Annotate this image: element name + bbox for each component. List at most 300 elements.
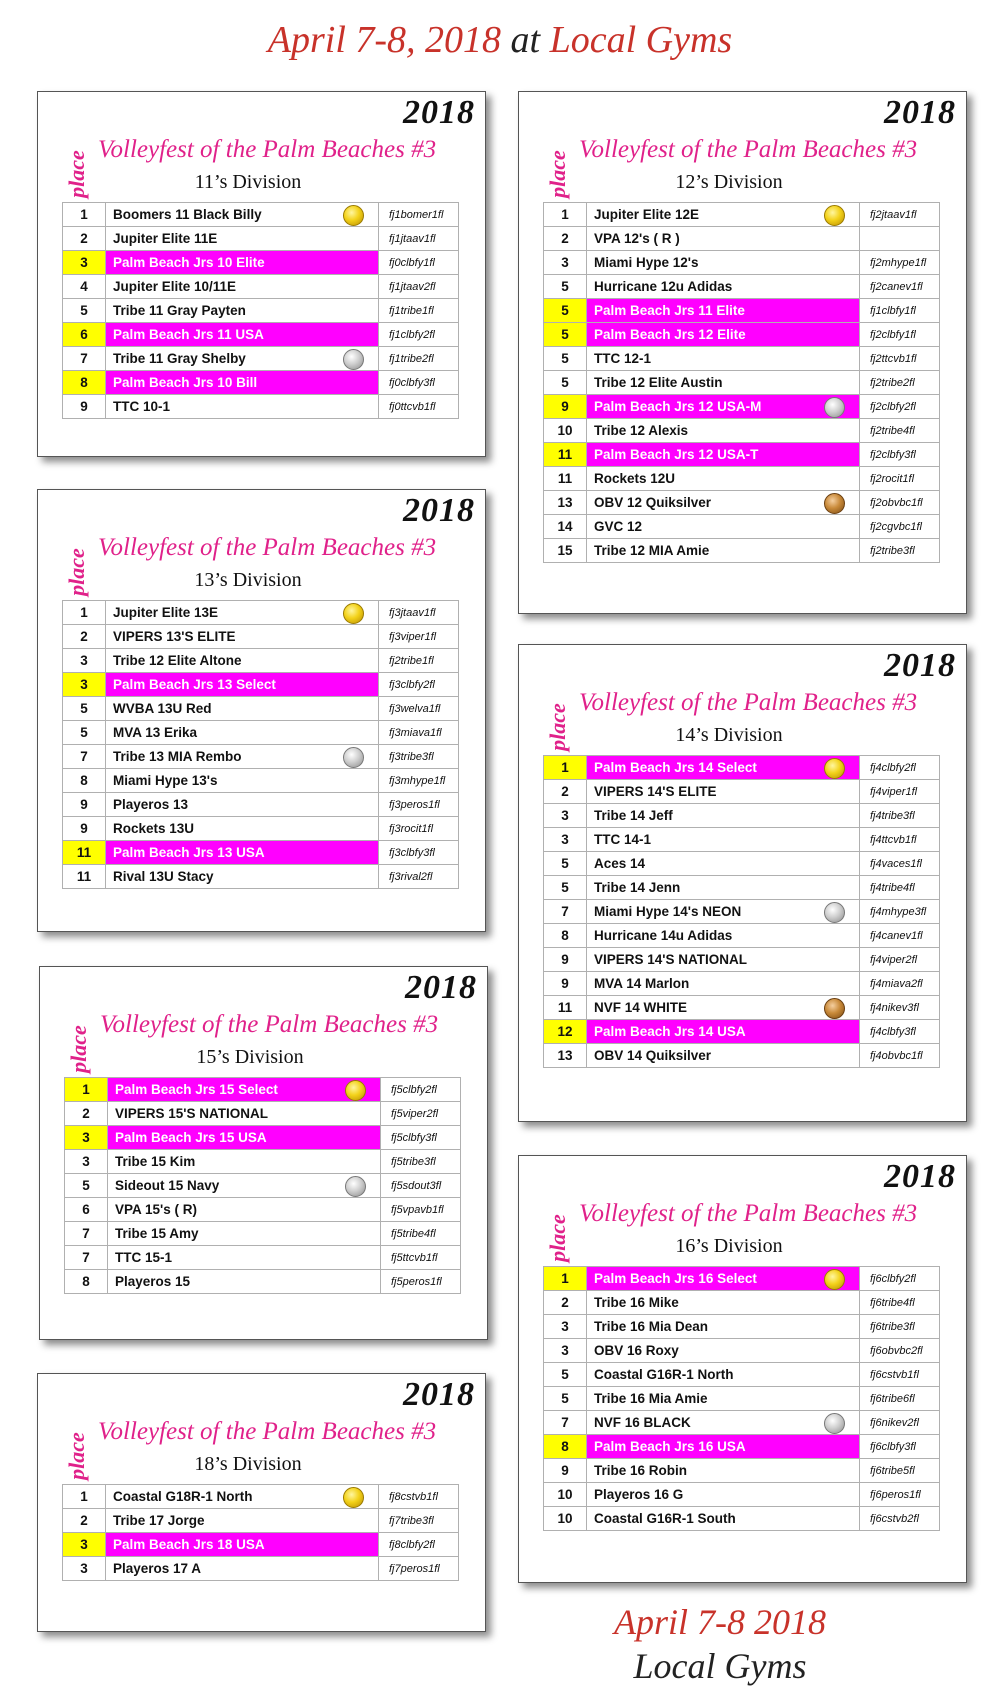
division-title: 16’s Division [675, 1235, 783, 1257]
table-row [544, 299, 940, 323]
team-name: NVF 16 BLACK [594, 1415, 691, 1430]
code-cell: fj4miava2fl [860, 972, 940, 996]
silver-medal-icon [345, 1176, 366, 1197]
code-cell: fj4clbfy2fl [860, 756, 940, 780]
team-name: VIPERS 14'S NATIONAL [594, 952, 747, 967]
place-cell: 2 [63, 227, 106, 251]
team-name: Tribe 11 Gray Shelby [113, 351, 246, 366]
team-name: GVC 12 [594, 519, 643, 534]
silver-medal-icon [824, 902, 845, 923]
code-cell: fj5sdout3fl [381, 1174, 461, 1198]
team-name: Palm Beach Jrs 14 Select [594, 760, 757, 775]
code-cell: fj1jtaav2fl [379, 275, 459, 299]
team-cell [587, 1291, 860, 1315]
silver-medal-icon [824, 397, 845, 418]
team-name: Coastal G16R-1 North [594, 1367, 734, 1382]
place-label: place [64, 1432, 89, 1480]
team-cell [106, 865, 379, 889]
team-cell [587, 347, 860, 371]
code-cell: fj2jtaav1fl [860, 203, 940, 227]
place-cell: 3 [63, 673, 106, 697]
team-cell [587, 900, 860, 924]
team-cell [587, 395, 860, 419]
team-cell [587, 323, 860, 347]
code-cell: fj8cstvb1fl [379, 1485, 459, 1509]
team-cell [587, 876, 860, 900]
table-row [544, 203, 940, 227]
results-table [543, 202, 940, 563]
table-row [544, 251, 940, 275]
place-cell: 9 [63, 817, 106, 841]
results-table [62, 202, 459, 419]
place-cell: 3 [544, 804, 587, 828]
code-cell: fj2tribe2fl [860, 371, 940, 395]
team-cell [106, 649, 379, 673]
year-label: 2018 [884, 1158, 956, 1195]
team-name: Tribe 16 Mia Amie [594, 1391, 708, 1406]
place-cell: 7 [65, 1222, 108, 1246]
code-cell [860, 227, 940, 251]
code-cell: fj3clbfy2fl [379, 673, 459, 697]
team-name: Tribe 12 MIA Amie [594, 543, 710, 558]
team-name: Aces 14 [594, 856, 646, 871]
table-row [63, 251, 459, 275]
place-cell: 3 [63, 649, 106, 673]
team-cell [106, 323, 379, 347]
results-table [543, 1266, 940, 1531]
division-title: 15’s Division [196, 1046, 304, 1068]
place-cell: 4 [63, 275, 106, 299]
table-row [544, 876, 940, 900]
table-row [544, 347, 940, 371]
code-cell: fj2ttcvb1fl [860, 347, 940, 371]
place-label: place [64, 548, 89, 596]
table-row [544, 900, 940, 924]
table-row [63, 203, 459, 227]
team-cell [106, 1557, 379, 1581]
table-row [63, 841, 459, 865]
place-cell: 5 [63, 697, 106, 721]
team-cell [587, 251, 860, 275]
table-row [63, 601, 459, 625]
team-name: Palm Beach Jrs 13 USA [113, 845, 265, 860]
table-row [544, 780, 940, 804]
team-cell [108, 1222, 381, 1246]
team-name: VIPERS 14'S ELITE [594, 784, 717, 799]
code-cell: fj7peros1fl [379, 1557, 459, 1581]
footer-venue: Local Gyms [633, 1646, 807, 1686]
place-cell: 3 [65, 1150, 108, 1174]
place-cell: 1 [63, 1485, 106, 1509]
team-name: Tribe 12 Alexis [594, 423, 689, 438]
team-cell [587, 419, 860, 443]
team-cell [106, 1485, 379, 1509]
results-card-12s [518, 91, 967, 614]
place-cell: 6 [65, 1198, 108, 1222]
table-row [63, 299, 459, 323]
place-cell: 2 [63, 1509, 106, 1533]
team-name: Jupiter Elite 13E [113, 605, 219, 620]
place-cell: 2 [544, 780, 587, 804]
team-name: VPA 12's ( R ) [594, 231, 680, 246]
team-name: Coastal G16R-1 South [594, 1511, 736, 1526]
team-name: TTC 15-1 [115, 1250, 173, 1265]
code-cell: fj4ttcvb1fl [860, 828, 940, 852]
place-cell: 3 [544, 1315, 587, 1339]
code-cell: fj4mhype3fl [860, 900, 940, 924]
code-cell: fj2canev1fl [860, 275, 940, 299]
place-cell: 9 [544, 972, 587, 996]
team-cell [106, 769, 379, 793]
team-name: Jupiter Elite 10/11E [113, 279, 237, 294]
table-row [63, 275, 459, 299]
team-cell [587, 1020, 860, 1044]
place-cell: 9 [63, 395, 106, 419]
table-row [544, 756, 940, 780]
code-cell: fj8clbfy2fl [379, 1533, 459, 1557]
team-cell [587, 1339, 860, 1363]
year-label: 2018 [405, 969, 477, 1006]
team-name: TTC 10-1 [113, 399, 171, 414]
code-cell: fj6tribe3fl [860, 1315, 940, 1339]
team-name: OBV 12 Quiksilver [594, 495, 712, 510]
team-name: Miami Hype 13's [113, 773, 218, 788]
table-row [544, 323, 940, 347]
team-name: Tribe 15 Amy [115, 1226, 199, 1241]
team-cell [106, 673, 379, 697]
place-cell: 13 [544, 491, 587, 515]
code-cell: fj2obvbc1fl [860, 491, 940, 515]
team-name: WVBA 13U Red [113, 701, 212, 716]
code-cell: fj6obvbc2fl [860, 1339, 940, 1363]
place-cell: 1 [544, 756, 587, 780]
team-cell [108, 1078, 381, 1102]
table-row [65, 1078, 461, 1102]
team-cell [106, 203, 379, 227]
code-cell: fj4clbfy3fl [860, 1020, 940, 1044]
table-row [544, 539, 940, 563]
team-cell [587, 1363, 860, 1387]
header-dates: April 7-8, 2018 [267, 19, 502, 61]
code-cell: fj4vaces1fl [860, 852, 940, 876]
team-cell [108, 1246, 381, 1270]
division-title: 11’s Division [194, 171, 302, 193]
team-name: Palm Beach Jrs 18 USA [113, 1537, 265, 1552]
code-cell: fj5clbfy3fl [381, 1126, 461, 1150]
gold-medal-icon [824, 1269, 845, 1290]
code-cell: fj6tribe6fl [860, 1387, 940, 1411]
team-name: Palm Beach Jrs 16 USA [594, 1439, 746, 1454]
code-cell: fj0clbfy1fl [379, 251, 459, 275]
code-cell: fj3rocit1fl [379, 817, 459, 841]
code-cell: fj4obvbc1fl [860, 1044, 940, 1068]
table-row [544, 1044, 940, 1068]
team-cell [587, 539, 860, 563]
code-cell: fj3welva1fl [379, 697, 459, 721]
table-row [63, 1533, 459, 1557]
team-name: MVA 13 Erika [113, 725, 198, 740]
table-row [63, 227, 459, 251]
place-cell: 11 [544, 467, 587, 491]
team-name: NVF 14 WHITE [594, 1000, 688, 1015]
place-cell: 5 [544, 275, 587, 299]
team-name: Palm Beach Jrs 16 Select [594, 1271, 757, 1286]
event-title: Volleyfest of the Palm Beaches #3 [98, 1418, 437, 1445]
code-cell: fj0clbfy3fl [379, 371, 459, 395]
place-cell: 7 [63, 347, 106, 371]
team-cell [108, 1150, 381, 1174]
place-cell: 1 [65, 1078, 108, 1102]
team-cell [587, 299, 860, 323]
code-cell: fj2tribe1fl [379, 649, 459, 673]
team-cell [106, 625, 379, 649]
place-cell: 3 [63, 1533, 106, 1557]
team-cell [587, 1315, 860, 1339]
place-cell: 5 [63, 721, 106, 745]
place-label: place [64, 150, 89, 198]
team-cell [106, 697, 379, 721]
place-cell: 8 [65, 1270, 108, 1294]
table-row [544, 419, 940, 443]
team-cell [587, 1411, 860, 1435]
table-row [63, 793, 459, 817]
team-cell [587, 275, 860, 299]
table-row [63, 865, 459, 889]
gold-medal-icon [824, 205, 845, 226]
results-table [62, 1484, 459, 1581]
code-cell: fj5peros1fl [381, 1270, 461, 1294]
results-card-15s [39, 966, 488, 1340]
gold-medal-icon [824, 758, 845, 779]
table-row [544, 924, 940, 948]
table-row [544, 1483, 940, 1507]
place-cell: 8 [63, 769, 106, 793]
team-cell [587, 467, 860, 491]
team-cell [106, 251, 379, 275]
place-cell: 13 [544, 1044, 587, 1068]
place-cell: 11 [63, 841, 106, 865]
team-cell [587, 1267, 860, 1291]
table-row [544, 1411, 940, 1435]
table-row [63, 673, 459, 697]
team-cell [106, 745, 379, 769]
code-cell: fj3jtaav1fl [379, 601, 459, 625]
place-cell: 2 [63, 625, 106, 649]
code-cell: fj5tribe3fl [381, 1150, 461, 1174]
team-name: Rival 13U Stacy [113, 869, 214, 884]
place-cell: 3 [544, 828, 587, 852]
team-name: Playeros 17 A [113, 1561, 202, 1576]
place-cell: 11 [544, 443, 587, 467]
team-cell [106, 395, 379, 419]
place-cell: 15 [544, 539, 587, 563]
place-cell: 2 [544, 1291, 587, 1315]
team-cell [587, 1459, 860, 1483]
code-cell: fj3clbfy3fl [379, 841, 459, 865]
place-cell: 11 [544, 996, 587, 1020]
team-name: Palm Beach Jrs 11 Elite [594, 303, 745, 318]
bronze-medal-icon [824, 493, 845, 514]
table-row [65, 1270, 461, 1294]
place-cell: 5 [544, 852, 587, 876]
place-cell: 9 [544, 395, 587, 419]
place-cell: 1 [544, 203, 587, 227]
place-cell: 12 [544, 1020, 587, 1044]
team-name: OBV 16 Roxy [594, 1343, 679, 1358]
team-name: Palm Beach Jrs 15 USA [115, 1130, 267, 1145]
results-card-13s [37, 489, 486, 932]
code-cell: fj0ttcvb1fl [379, 395, 459, 419]
code-cell: fj1tribe2fl [379, 347, 459, 371]
gold-medal-icon [345, 1080, 366, 1101]
table-row [544, 443, 940, 467]
place-cell: 9 [544, 1459, 587, 1483]
division-title: 14’s Division [675, 724, 783, 746]
team-name: Miami Hype 14's NEON [594, 904, 742, 919]
code-cell: fj2tribe4fl [860, 419, 940, 443]
table-row [544, 1315, 940, 1339]
team-cell [106, 371, 379, 395]
place-cell: 5 [65, 1174, 108, 1198]
table-row [63, 371, 459, 395]
place-cell: 9 [63, 793, 106, 817]
code-cell: fj5vpavb1fl [381, 1198, 461, 1222]
code-cell: fj5ttcvb1fl [381, 1246, 461, 1270]
silver-medal-icon [343, 747, 364, 768]
place-cell: 7 [65, 1246, 108, 1270]
table-row [63, 769, 459, 793]
code-cell: fj4viper2fl [860, 948, 940, 972]
code-cell: fj7tribe3fl [379, 1509, 459, 1533]
results-table [543, 755, 940, 1068]
table-row [65, 1150, 461, 1174]
team-cell [587, 756, 860, 780]
table-row [63, 697, 459, 721]
table-row [544, 1291, 940, 1315]
year-label: 2018 [403, 1376, 475, 1413]
place-label: place [545, 1214, 570, 1262]
place-cell: 10 [544, 419, 587, 443]
division-title: 12’s Division [675, 171, 783, 193]
team-name: Tribe 12 Elite Altone [113, 653, 242, 668]
team-name: Jupiter Elite 11E [113, 231, 218, 246]
place-cell: 7 [544, 1411, 587, 1435]
year-label: 2018 [403, 492, 475, 529]
place-cell: 8 [544, 1435, 587, 1459]
team-name: Tribe 16 Mia Dean [594, 1319, 709, 1334]
code-cell: fj2cgvbc1fl [860, 515, 940, 539]
table-row [544, 395, 940, 419]
table-row [65, 1126, 461, 1150]
code-cell: fj1tribe1fl [379, 299, 459, 323]
team-name: Palm Beach Jrs 15 Select [115, 1082, 278, 1097]
event-title: Volleyfest of the Palm Beaches #3 [98, 136, 437, 163]
team-name: Tribe 16 Robin [594, 1463, 688, 1478]
team-name: TTC 12-1 [594, 351, 652, 366]
team-cell [106, 1533, 379, 1557]
table-row [63, 817, 459, 841]
code-cell: fj3miava1fl [379, 721, 459, 745]
team-name: Palm Beach Jrs 12 USA-T [594, 447, 759, 462]
code-cell: fj6tribe4fl [860, 1291, 940, 1315]
place-cell: 5 [63, 299, 106, 323]
table-row [544, 804, 940, 828]
table-row [544, 948, 940, 972]
team-cell [587, 443, 860, 467]
table-row [65, 1174, 461, 1198]
team-name: Palm Beach Jrs 14 USA [594, 1024, 746, 1039]
place-cell: 5 [544, 1363, 587, 1387]
table-row [63, 347, 459, 371]
bronze-medal-icon [824, 998, 845, 1019]
team-name: Tribe 12 Elite Austin [594, 375, 723, 390]
team-name: Tribe 13 MIA Rembo [113, 749, 242, 764]
place-cell: 10 [544, 1507, 587, 1531]
team-name: Playeros 15 [115, 1274, 191, 1289]
event-title: Volleyfest of the Palm Beaches #3 [100, 1011, 439, 1038]
team-cell [587, 948, 860, 972]
team-name: Hurricane 12u Adidas [594, 279, 733, 294]
code-cell: fj2tribe3fl [860, 539, 940, 563]
code-cell: fj6cstvb1fl [860, 1363, 940, 1387]
code-cell: fj3rival2fl [379, 865, 459, 889]
gold-medal-icon [343, 603, 364, 624]
table-row [544, 467, 940, 491]
place-cell: 6 [63, 323, 106, 347]
team-cell [587, 491, 860, 515]
team-name: OBV 14 Quiksilver [594, 1048, 712, 1063]
table-row [63, 1485, 459, 1509]
place-cell: 8 [544, 924, 587, 948]
team-name: Tribe 14 Jenn [594, 880, 681, 895]
team-cell [108, 1126, 381, 1150]
event-title: Volleyfest of the Palm Beaches #3 [579, 136, 918, 163]
table-row [544, 972, 940, 996]
code-cell: fj3peros1fl [379, 793, 459, 817]
table-row [544, 275, 940, 299]
place-label: place [66, 1025, 91, 1073]
code-cell: fj5clbfy2fl [381, 1078, 461, 1102]
table-row [544, 1267, 940, 1291]
team-cell [587, 852, 860, 876]
code-cell: fj6clbfy3fl [860, 1435, 940, 1459]
code-cell: fj1bomer1fl [379, 203, 459, 227]
place-cell: 3 [544, 1339, 587, 1363]
place-cell: 7 [544, 900, 587, 924]
results-table [62, 600, 459, 889]
team-name: Tribe 14 Jeff [594, 808, 673, 823]
place-label: place [545, 703, 570, 751]
table-row [65, 1246, 461, 1270]
table-row [544, 515, 940, 539]
team-name: Hurricane 14u Adidas [594, 928, 733, 943]
team-name: Playeros 16 G [594, 1487, 684, 1502]
team-name: Palm Beach Jrs 11 USA [113, 327, 264, 342]
code-cell: fj2clbfy1fl [860, 323, 940, 347]
code-cell: fj6nikev2fl [860, 1411, 940, 1435]
place-cell: 3 [63, 1557, 106, 1581]
code-cell: fj3viper1fl [379, 625, 459, 649]
place-cell: 9 [544, 948, 587, 972]
place-cell: 10 [544, 1483, 587, 1507]
team-name: TTC 14-1 [594, 832, 652, 847]
team-cell [106, 347, 379, 371]
table-row [63, 395, 459, 419]
team-name: Playeros 13 [113, 797, 189, 812]
code-cell: fj6tribe5fl [860, 1459, 940, 1483]
place-cell: 5 [544, 876, 587, 900]
code-cell: fj1clbfy1fl [860, 299, 940, 323]
